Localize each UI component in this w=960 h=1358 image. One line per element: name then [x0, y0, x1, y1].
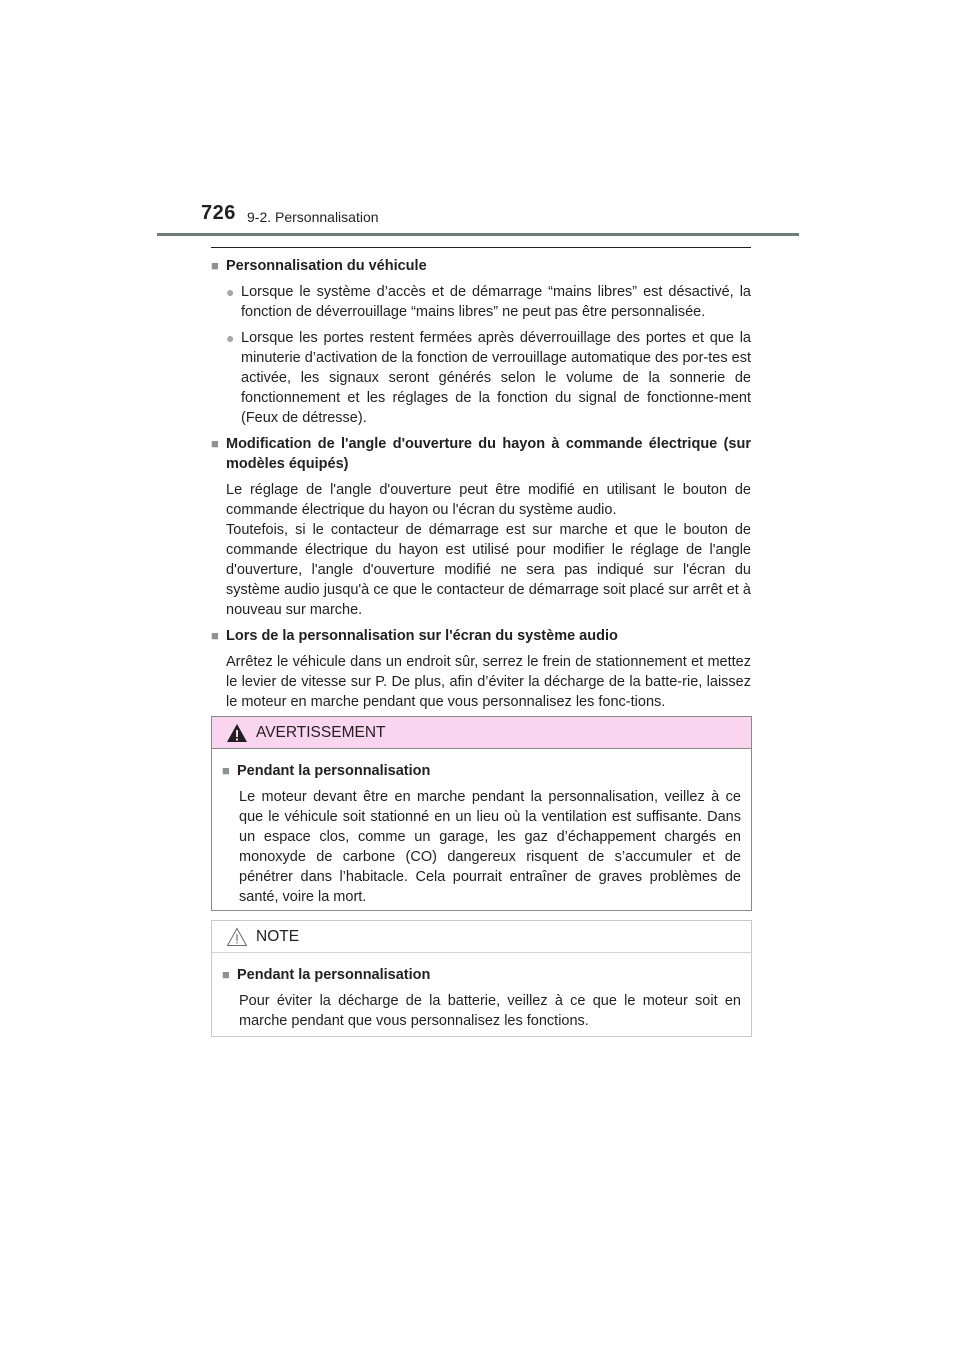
header-divider: [157, 233, 799, 236]
section-heading-text: Personnalisation du véhicule: [226, 258, 427, 274]
caution-triangle-outline-icon: [226, 927, 248, 947]
note-box: [211, 920, 752, 1037]
list-item-text: Lorsque le système d’accès et de démarrage “mains libres” est désactivé, la fonction de déverrouillage “mains libres” ne peut pas être personnalisée.: [241, 284, 751, 320]
section-heading: [211, 256, 751, 276]
square-bullet-icon: ■: [211, 628, 219, 643]
warning-title: AVERTISSEMENT: [256, 723, 386, 741]
list-item: [226, 328, 751, 428]
warning-box-header: [212, 717, 751, 749]
warning-box: [211, 716, 752, 911]
paragraph: Arrêtez le véhicule dans un endroit sûr, serrez le frein de stationnement et mettez le levier de vitesse sur P. De plus, afin d’éviter la décharge de la batte-rie, laissez le moteur en marche pendant que vous personnalisez les fonc-tions.: [226, 654, 751, 710]
section-heading-text: Lors de la personnalisation sur l'écran du système audio: [226, 628, 618, 644]
paragraph: Le réglage de l'angle d'ouverture peut être modifié en utilisant le bouton de commande électrique du hayon ou l'écran du système audio.: [226, 482, 751, 518]
page-number: 726: [201, 202, 236, 224]
note-heading: [222, 965, 741, 985]
content-top-divider: [211, 247, 751, 248]
list-item-text: Lorsque les portes restent fermées après déverrouillage des portes et que la minuterie d’activation de la fonction de verrouillage automatique des por-tes est activée, les signaux seront générés selon le volume de la sonnerie de fonctionnement et les réglages de la fonction du signal de fonctionne-ment (Feux de détresse).: [241, 330, 751, 426]
note-box-header: [212, 921, 751, 953]
section-heading: [211, 626, 751, 646]
paragraph: Toutefois, si le contacteur de démarrage est sur marche et que le bouton de commande électrique du hayon est utilisé pour modifier le réglage de l'angle d'ouverture, l'angle d'ouverture modifié ne sera pas indiqué sur l'écran du système audio jusqu'à ce que le contacteur de démarrage soit placé sur arrêt et à nouveau sur marche.: [226, 522, 751, 618]
note-heading-text: Pendant la personnalisation: [237, 967, 431, 983]
warning-triangle-icon: [226, 723, 248, 743]
main-content: [211, 254, 751, 712]
section-heading-text: Modification de l'angle d'ouverture du hayon à commande électrique (sur modèles équipés): [226, 436, 751, 472]
round-bullet-icon: ●: [226, 330, 235, 346]
warning-heading-text: Pendant la personnalisation: [237, 763, 431, 779]
warning-text: Le moteur devant être en marche pendant la personnalisation, veillez à ce que le véhicule soit stationné en un lieu où la ventilation est suffisante. Dans un espace clos, comme un garage, les gaz d’échappement chargés en monoxyde de carbone (CO) dangereux risquent de s’accumuler et de pénétrer dans l’habitacle. Cela pourrait entraîner de graves problèmes de santé, voire la mort.: [239, 789, 741, 905]
square-bullet-icon: ■: [222, 763, 230, 778]
warning-heading: [222, 761, 741, 781]
square-bullet-icon: ■: [211, 258, 219, 273]
section-title: 9-2. Personnalisation: [247, 209, 379, 225]
section-heading: [211, 434, 751, 474]
round-bullet-icon: ●: [226, 284, 235, 300]
list-item: [226, 282, 751, 322]
note-text: Pour éviter la décharge de la batterie, veillez à ce que le moteur soit en marche pendant que vous personnalisez les fonctions.: [239, 993, 741, 1029]
square-bullet-icon: ■: [211, 436, 219, 451]
note-title: NOTE: [256, 927, 300, 945]
square-bullet-icon: ■: [222, 967, 230, 982]
